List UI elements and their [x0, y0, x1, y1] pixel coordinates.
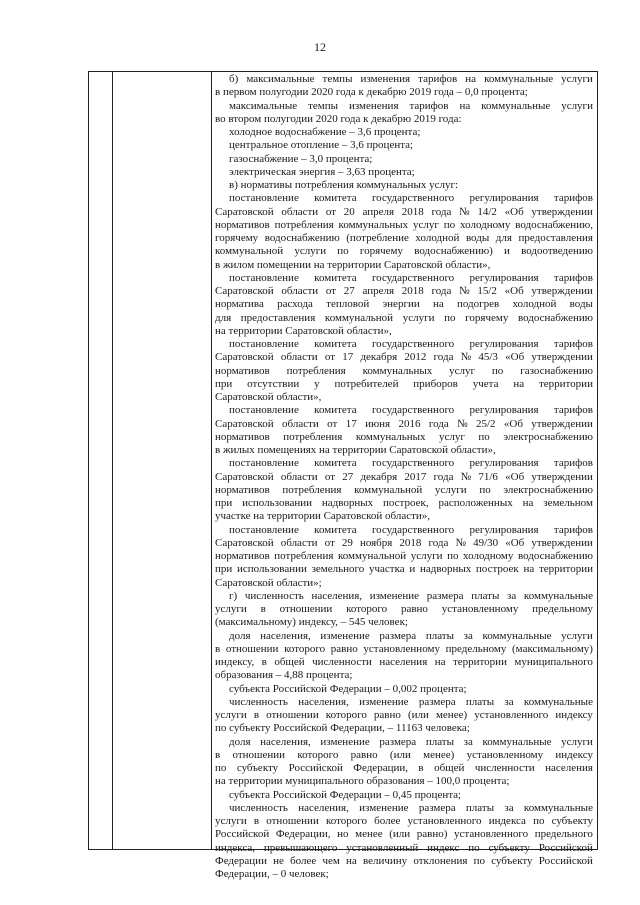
text-line: по субъекту Российской Федерации, – 11163 человека; — [215, 722, 470, 735]
text-line: горячему водоснабжению (потребление холодной воды для предоставления — [215, 232, 593, 244]
text-line: постановление комитета государственного регулирования тарифов — [229, 523, 593, 536]
text-line: постановление комитета государственного регулирования тарифов — [229, 457, 593, 470]
text-line: индексу, в общей численности населения на территории муниципального — [215, 656, 593, 668]
text-line: нормативов потребления коммунальных услуг по холодному водоснабжению, — [215, 218, 593, 231]
text-line: Саратовской области от 29 ноября 2018 года № 49/30 «Об утверждении — [215, 536, 593, 549]
text-line: нормативов потребления коммунальных услуг по электроснабжению — [215, 430, 593, 443]
text-line: постановление комитета государственного регулирования тарифов — [229, 338, 593, 350]
text-line: по субъекту Российской Федерации, в общей численности населения — [215, 762, 593, 774]
text-line: субъекта Российской Федерации – 0,45 процента; — [229, 788, 462, 801]
text-line: при использовании земельного участка и надворных построек на территории — [215, 563, 593, 576]
text-line: численность населения, изменение размера платы за коммунальные — [229, 801, 593, 814]
text-line: услуги в отношении которого более установленного индекса по субъекту — [215, 815, 593, 827]
text-line: в первом полугодии 2020 года к декабрю 2019 года – 0,0 процента; — [215, 86, 528, 99]
text-line: холодное водоснабжение – 3,6 процента; — [229, 126, 421, 138]
text-line: доля населения, изменение размера платы за коммунальные услуги — [229, 629, 593, 642]
page-number: 12 — [314, 40, 326, 54]
text-line: б) максимальные темпы изменения тарифов на коммунальные услуги — [229, 73, 593, 85]
text-line: нормативов потребления коммунальной услуги по холодному водоснабжению — [215, 550, 593, 562]
text-line: норматива расхода тепловой энергии на подогрев холодной воды — [215, 298, 593, 311]
text-line: электрическая энергия – 3,63 процента; — [229, 165, 415, 178]
text-line: центральное отопление – 3,6 процента; — [229, 139, 414, 152]
text-line: в жилых помещениях на территории Саратовской области», — [215, 444, 496, 456]
text-line: участке на территории Саратовской области», — [215, 510, 431, 523]
column-divider-2 — [211, 72, 212, 849]
text-line: Федерации не более чем на величину отклонения по субъекту Российской — [215, 854, 593, 867]
text-line: услуги в отношении которого равно установленному предельному — [215, 603, 593, 615]
text-line: постановление комитета государственного регулирования тарифов — [229, 192, 593, 205]
text-line: для предоставления коммунальной услуги по горячему водоснабжению — [215, 311, 593, 324]
text-line: в отношении которого равно установленному предельному (максимальному) — [215, 642, 593, 655]
text-line: при отсутствии у потребителей приборов учета на территории — [215, 377, 593, 390]
text-line: постановление комитета государственного регулирования тарифов — [229, 271, 593, 284]
text-line: постановление комитета государственного регулирования тарифов — [229, 404, 593, 417]
text-line: коммунальной услуги по горячему водоснабжению) и водоотведению — [215, 245, 593, 258]
text-line: численность населения, изменение размера платы за коммунальные — [229, 695, 593, 708]
text-line: г) численность населения, изменение размера платы за коммунальные — [229, 589, 593, 602]
text-line: доля населения, изменение размера платы за коммунальные услуги — [229, 735, 593, 748]
text-line: Саратовской области от 27 декабря 2017 года № 71/6 «Об утверждении — [215, 470, 593, 483]
text-line: субъекта Российской Федерации – 0,002 процента; — [229, 682, 467, 695]
text-line: на территории Саратовской области», — [215, 324, 392, 337]
text-line: Федерации, – 0 человек; — [215, 868, 329, 880]
text-column — [215, 73, 593, 881]
text-line: при использовании надворных построек, расположенных на земельном — [215, 497, 593, 509]
text-line: образования – 4,88 процента; — [215, 669, 353, 682]
text-line: в жилом помещении на территории Саратовской области», — [215, 258, 491, 271]
column-divider-1 — [112, 72, 113, 849]
text-line: Саратовской области от 17 июня 2016 года № 25/2 «Об утверждении — [215, 417, 593, 430]
text-line: на территории муниципального образования – 100,0 процента; — [215, 775, 510, 788]
text-line: во втором полугодии 2020 года к декабрю 2019 года: — [215, 112, 462, 125]
text-line: (максимальному) индексу, – 545 человек; — [215, 616, 408, 629]
text-line: Саратовской области», — [215, 391, 322, 403]
text-line: Саратовской области от 27 апреля 2018 года № 15/2 «Об утверждении — [215, 285, 593, 297]
text-line: в) нормативы потребления коммунальных услуг: — [229, 179, 459, 191]
text-line: Российской Федерации, но менее (или равно) установленного предельного — [215, 828, 593, 841]
text-line: услуги в отношении которого равно (или менее) установленного индексу — [215, 709, 593, 721]
text-line: максимальные темпы изменения тарифов на коммунальные услуги — [229, 99, 593, 112]
text-line: Саратовской области от 20 апреля 2018 года № 14/2 «Об утверждении — [215, 205, 593, 218]
text-line: Саратовской области»; — [215, 576, 322, 589]
document-table — [88, 71, 598, 880]
text-line: в отношении которого равно (или менее) установленному индексу — [215, 748, 593, 761]
text-line: Саратовской области от 17 декабря 2012 года № 45/3 «Об утверждении — [215, 351, 593, 364]
text-line: нормативов потребления коммунальной услуги по электроснабжению — [215, 483, 593, 496]
text-line: нормативов потребления коммунальных услуг по газоснабжению — [215, 364, 593, 377]
text-line: индекса, превышающего установленный индекс по субъекту Российской — [215, 841, 593, 854]
text-line: газоснабжение – 3,0 процента; — [229, 152, 373, 165]
